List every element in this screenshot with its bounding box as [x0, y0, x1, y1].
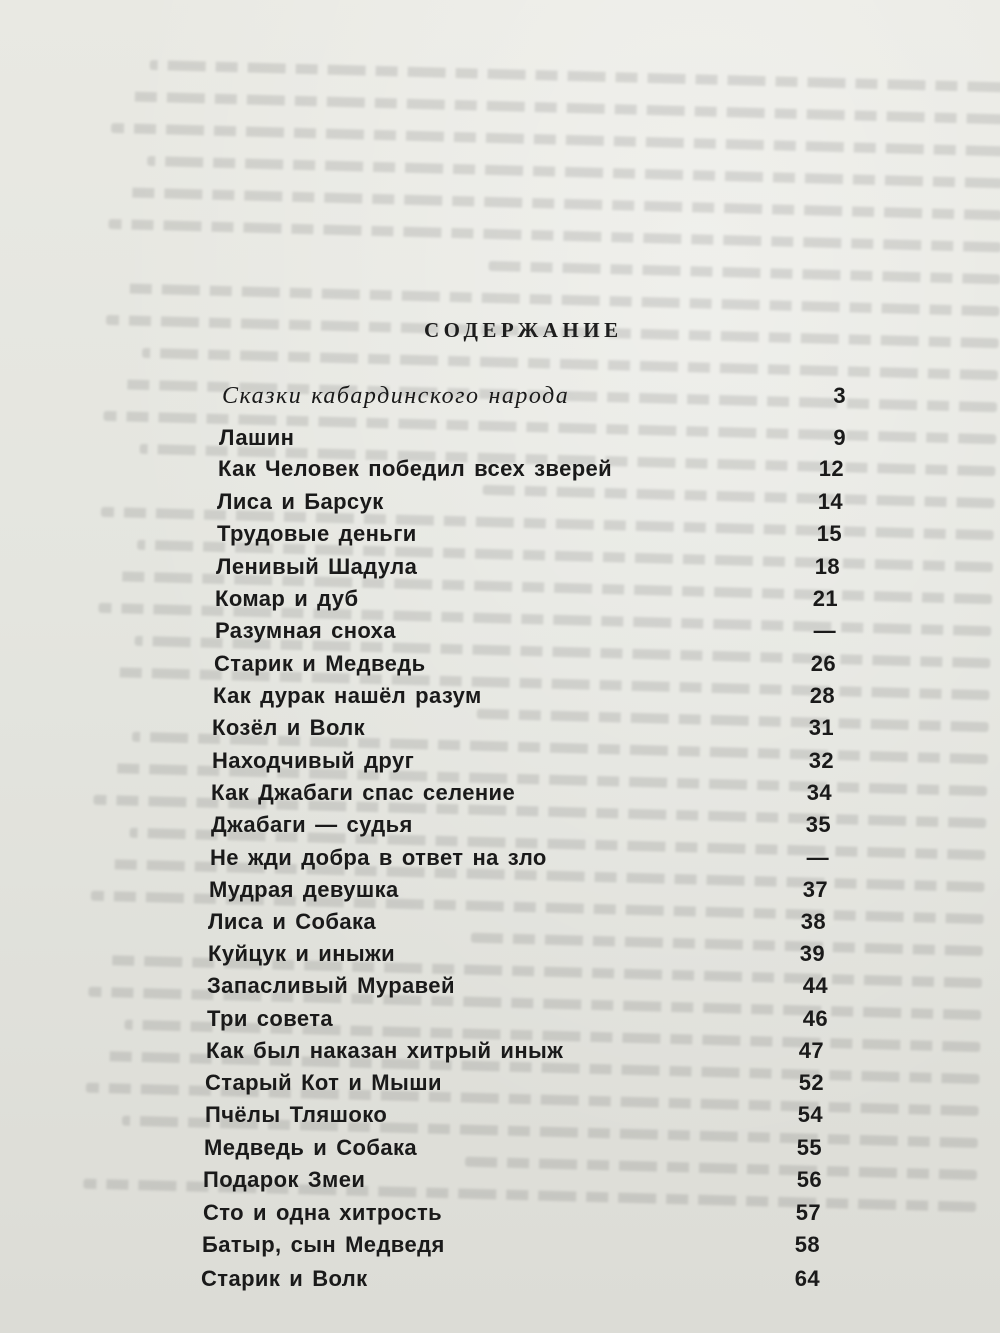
- toc-entry: [215, 614, 836, 648]
- toc-entry-page-number: 44: [802, 973, 828, 998]
- toc-entry-title: Старик и Медведь: [214, 651, 426, 676]
- toc-entry-title: Как дурак нашёл разум: [213, 683, 482, 708]
- toc-entry-page-number: —: [813, 618, 836, 643]
- toc-entry: [217, 485, 843, 519]
- toc-entry-page-number: 32: [808, 748, 834, 773]
- toc-entry-title: Как Человек победил всех зверей: [218, 456, 613, 481]
- dot-leader: [408, 621, 786, 641]
- toc-entry: [207, 1002, 828, 1036]
- toc-entry: [205, 1066, 824, 1100]
- toc-entry-title: Не жди добра в ответ на зло: [210, 845, 547, 870]
- toc-entry-title: Как Джабаги спас селение: [211, 780, 516, 805]
- dot-leader: [438, 654, 786, 674]
- dot-leader: [454, 1073, 774, 1093]
- toc-entry-page-number: 39: [799, 941, 825, 966]
- dot-leader: [429, 557, 790, 577]
- toc-entry-page-number: 21: [812, 586, 838, 611]
- toc-entry: [203, 1163, 822, 1197]
- toc-entry: [213, 679, 835, 713]
- dot-leader: [396, 492, 793, 512]
- dot-leader: [380, 1269, 770, 1289]
- dot-leader: [581, 386, 796, 406]
- toc-entry: [222, 379, 846, 413]
- dot-leader: [370, 589, 788, 609]
- dot-leader: [407, 944, 775, 964]
- toc-entry-title: Как был наказан хитрый иныж: [206, 1038, 564, 1063]
- toc-entry-page-number: 26: [810, 651, 836, 676]
- toc-entry-page-number: 3: [833, 383, 846, 408]
- toc-entry-title: Разумная сноха: [215, 618, 396, 643]
- toc-entry-page-number: 34: [806, 780, 832, 805]
- dot-leader: [377, 1170, 772, 1190]
- toc-entry: [212, 711, 834, 745]
- toc-entry-page-number: 52: [798, 1070, 824, 1095]
- page-title: СОДЕРЖАНИЕ: [424, 318, 623, 342]
- toc-entry-title: Лиса и Собака: [208, 909, 377, 934]
- dot-leader: [377, 718, 784, 738]
- dot-leader: [494, 686, 785, 706]
- dot-leader: [457, 1235, 770, 1255]
- toc-entry-page-number: 55: [796, 1135, 822, 1160]
- toc-entry-title: Старый Кот и Мыши: [205, 1070, 442, 1095]
- dot-leader: [306, 428, 796, 448]
- toc-entry-page-number: 15: [816, 521, 842, 546]
- toc-entry: [201, 1262, 820, 1296]
- dot-leader: [426, 751, 784, 771]
- toc-entry: [215, 582, 838, 616]
- dot-leader: [467, 976, 778, 996]
- toc-entry: [202, 1228, 820, 1262]
- dot-leader: [388, 912, 776, 932]
- toc-entry-page-number: 46: [802, 1006, 828, 1031]
- toc-entry: [211, 776, 832, 810]
- toc-entry-page-number: 28: [809, 683, 835, 708]
- toc-entry-title: Пчёлы Тляшоко: [205, 1102, 388, 1127]
- toc-entry-page-number: 35: [805, 812, 831, 837]
- toc-entry: [207, 969, 828, 1003]
- dot-leader: [345, 1009, 778, 1029]
- toc-entry-page-number: 31: [808, 715, 834, 740]
- toc-entry-title: Лиса и Барсук: [217, 489, 384, 514]
- toc-entry-title: Ленивый Шадула: [216, 554, 418, 579]
- toc-entry-title: Лашин: [219, 425, 295, 450]
- toc-entry-page-number: 64: [794, 1266, 820, 1291]
- dot-leader: [559, 848, 779, 868]
- toc-entry-title: Три совета: [207, 1006, 334, 1031]
- toc-entry-title: Находчивый друг: [212, 748, 415, 773]
- dot-leader: [454, 1203, 771, 1223]
- toc-entry-page-number: 9: [833, 425, 846, 450]
- toc-entry-title: Козёл и Волк: [212, 715, 366, 740]
- toc-entry-title: Старик и Волк: [201, 1266, 368, 1291]
- dot-leader: [399, 1105, 773, 1125]
- toc-entry: [203, 1196, 821, 1230]
- toc-entry-title: Джабаги — судья: [211, 812, 413, 837]
- toc-entry: [212, 744, 834, 778]
- toc-entry-title: Трудовые деньги: [217, 521, 417, 546]
- toc-entry: [214, 647, 836, 681]
- toc-entry: [208, 905, 826, 939]
- toc-entry: [211, 808, 831, 842]
- toc-entry-page-number: —: [806, 845, 829, 870]
- toc-entry-page-number: 54: [797, 1102, 823, 1127]
- toc-entry-title: Куйцук и иныжи: [208, 941, 396, 966]
- dot-leader: [429, 524, 792, 544]
- toc-entry-page-number: 58: [794, 1232, 820, 1257]
- toc-entry-title: Подарок Змеи: [203, 1167, 366, 1192]
- toc-entry-page-number: 12: [818, 456, 844, 481]
- toc-entry-page-number: 57: [795, 1200, 821, 1225]
- toc-entry: [218, 452, 844, 486]
- toc-entry-title: Комар и дуб: [215, 586, 359, 611]
- dot-leader: [411, 880, 778, 900]
- toc-entry: [204, 1131, 822, 1165]
- toc-entry-title: Мудрая девушка: [209, 877, 399, 902]
- toc-entry-title: Сто и одна хитрость: [203, 1200, 443, 1225]
- toc-entry: [210, 841, 829, 875]
- toc-entry: [209, 873, 828, 907]
- toc-entry: [206, 1034, 824, 1068]
- toc-entry-page-number: 14: [817, 489, 843, 514]
- dot-leader: [425, 815, 781, 835]
- toc-entry-page-number: 37: [802, 877, 828, 902]
- toc-entry-page-number: 56: [796, 1167, 822, 1192]
- toc-entry-page-number: 47: [798, 1038, 824, 1063]
- toc-entry: [219, 421, 846, 455]
- dot-leader: [527, 783, 782, 803]
- toc-entry: [205, 1098, 823, 1132]
- toc-entry-page-number: 38: [800, 909, 826, 934]
- toc-entry: [216, 550, 840, 584]
- toc-entry-title: Сказки кабардинского народа: [222, 382, 570, 409]
- toc-entry: [217, 517, 842, 551]
- toc-entry-title: Запасливый Муравей: [207, 973, 455, 998]
- toc-entry-title: Медведь и Собака: [204, 1135, 418, 1160]
- dot-leader: [429, 1138, 772, 1158]
- dot-leader: [575, 1041, 774, 1061]
- toc-entry-title: Батыр, сын Медведя: [202, 1232, 445, 1257]
- dot-leader: [624, 459, 794, 479]
- toc-entry-page-number: 18: [814, 554, 840, 579]
- toc-entry: [208, 937, 825, 971]
